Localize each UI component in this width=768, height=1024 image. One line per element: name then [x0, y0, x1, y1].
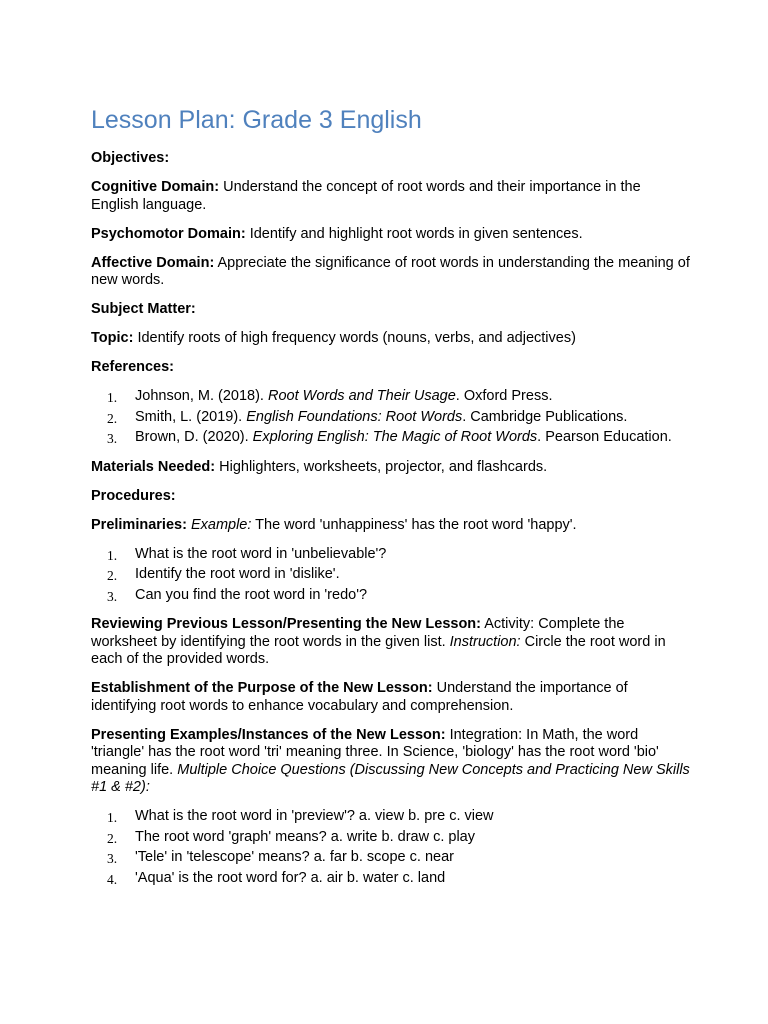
list-number: 1.: [107, 547, 118, 563]
preliminaries: [91, 517, 691, 535]
page-title: Lesson Plan: Grade 3 English: [91, 106, 422, 134]
list-item: [91, 829, 691, 847]
establishment-text: Understand the importance of identifying root words to enhance vocabulary and comprehension.: [91, 680, 628, 714]
cognitive-domain: [91, 179, 691, 214]
reference-title: Root Words and Their Usage: [268, 388, 456, 404]
topic-label: Topic:: [91, 330, 134, 346]
list-number: 4.: [107, 871, 118, 887]
list-number: 1.: [107, 390, 118, 405]
references-heading: [91, 359, 691, 377]
question-text: Can you find the root word in 'redo'?: [135, 586, 368, 603]
question-text: Identify the root word in 'dislike'.: [135, 566, 340, 582]
psychomotor-domain: [91, 226, 691, 244]
reference-publisher: . Pearson Education.: [537, 429, 672, 445]
reviewing-text: Activity: Complete the worksheet by identifying the root words in the given list.: [91, 616, 625, 650]
preliminary-questions-list: [91, 546, 691, 605]
objectives-heading-label: Objectives:: [91, 150, 170, 166]
list-number: 2.: [107, 410, 118, 426]
list-number: 3.: [107, 431, 118, 446]
question-text: What is the root word in 'preview'? a. view b. pre c. view: [135, 808, 494, 824]
list-item: [91, 849, 691, 867]
reference-title: Exploring English: The Magic of Root Words: [252, 429, 538, 445]
reference-publisher: . Cambridge Publications.: [462, 408, 628, 425]
affective-domain-text: Appreciate the significance of root words in understanding the meaning of new words.: [91, 254, 690, 288]
document-body: [91, 103, 691, 899]
list-item: [91, 870, 691, 888]
list-item: [91, 566, 691, 584]
reference-author: Brown, D. (2020).: [135, 429, 253, 445]
list-item: [91, 546, 691, 564]
question-text: 'Tele' in 'telescope' means? a. far b. scope c. near: [135, 849, 454, 865]
subject-matter-heading: [91, 301, 691, 319]
presenting-text: Integration: In Math, the word 'triangle' has the root word 'tri' meaning three. In Science, 'biology' has the root word 'bio' meaning life.: [91, 726, 659, 778]
reference-item: [91, 409, 691, 427]
establishment-label: Establishment of the Purpose of the New Lesson:: [91, 680, 433, 696]
affective-domain: [91, 255, 691, 290]
list-item: [91, 808, 691, 826]
reference-publisher: . Oxford Press.: [455, 388, 553, 404]
topic: [91, 330, 691, 348]
reference-title: English Foundations: Root Words: [246, 408, 463, 425]
question-text: 'Aqua' is the root word for? a. air b. water c. land: [135, 869, 446, 886]
example-label: Example:: [190, 516, 252, 533]
instruction-label: Instruction:: [449, 633, 521, 650]
mcq-heading: Multiple Choice Questions (Discussing New Concepts and Practicing New Skills #1 & #2):: [91, 761, 690, 795]
psychomotor-domain-label: Psychomotor Domain:: [91, 225, 246, 242]
instruction-text: Circle the root word in each of the provided words.: [91, 633, 666, 667]
presenting-label: Presenting Examples/Instances of the New Lesson:: [91, 726, 446, 743]
presenting-examples: [91, 727, 691, 797]
list-number: 3.: [107, 851, 118, 866]
reference-item: [91, 388, 691, 406]
topic-text: Identify roots of high frequency words (nouns, verbs, and adjectives): [133, 330, 576, 346]
list-number: 1.: [107, 810, 118, 825]
preliminaries-text: The word 'unhappiness' has the root word 'happy'.: [251, 516, 577, 533]
subject-matter-heading-label: Subject Matter:: [91, 301, 196, 317]
cognitive-domain-label: Cognitive Domain:: [91, 179, 220, 195]
procedures-heading-label: Procedures:: [91, 487, 176, 504]
question-text: What is the root word in 'unbelievable'?: [135, 545, 387, 562]
procedures-heading: [91, 488, 691, 506]
mcq-list: [91, 808, 691, 887]
reference-author: Smith, L. (2019).: [135, 408, 247, 425]
psychomotor-domain-text: Identify and highlight root words in given sentences.: [245, 225, 583, 242]
references-heading-label: References:: [91, 359, 175, 375]
reviewing-label: Reviewing Previous Lesson/Presenting the New Lesson:: [91, 616, 481, 632]
list-number: 2.: [107, 830, 118, 846]
materials-label: Materials Needed:: [91, 458, 216, 475]
reviewing-lesson: [91, 616, 691, 669]
materials-text: Highlighters, worksheets, projector, and flashcards.: [215, 458, 548, 475]
question-text: The root word 'graph' means? a. write b. draw c. play: [135, 828, 475, 845]
cognitive-domain-text: Understand the concept of root words and their importance in the English language.: [91, 179, 641, 213]
list-number: 2.: [107, 568, 118, 583]
reference-author: Johnson, M. (2018).: [135, 388, 268, 404]
establishment-purpose: [91, 680, 691, 715]
preliminaries-label: Preliminaries:: [91, 516, 187, 533]
list-number: 3.: [107, 588, 118, 604]
reference-item: [91, 429, 691, 447]
list-item: [91, 587, 691, 605]
affective-domain-label: Affective Domain:: [91, 254, 215, 271]
objectives-heading: [91, 150, 691, 168]
references-list: [91, 388, 691, 447]
materials-needed: [91, 459, 691, 477]
